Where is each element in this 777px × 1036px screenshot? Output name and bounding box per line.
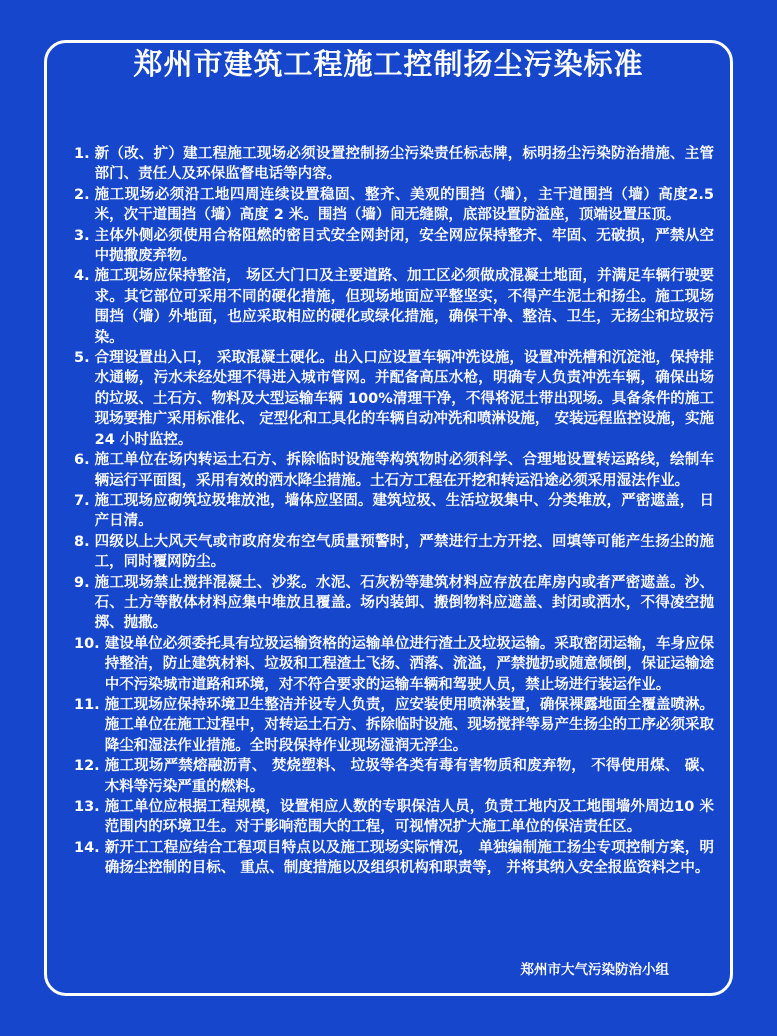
rule-text: 施工现场应砌筑垃圾堆放池，墙体应坚固。建筑垃圾、生活垃圾集中、分类堆放，严密遮盖， 日产日清。: [94, 492, 714, 530]
rule-number: 12.: [74, 758, 105, 775]
rule-text: 施工现场必须沿工地四周连续设置稳固、整齐、美观的围挡（墙），主干道围挡（墙）高度2.5米，次干道围挡（墙）高度 2 米。围挡（墙）间无缝隙，底部设置防溢座，顶端设置压顶。: [94, 186, 714, 224]
rule-item-7: [74, 491, 714, 532]
rule-number: 4.: [74, 268, 95, 285]
rule-item-4: [74, 266, 714, 348]
rule-number: 6.: [74, 452, 95, 469]
rule-number: 8.: [74, 533, 95, 550]
rule-text: 新开工工程应结合工程项目特点以及施工现场实际情况， 单独编制施工扬尘专项控制方案，明确扬尘控制的目标、 重点、制度措施以及组织机构和职责等， 并将其纳入安全报监资料之中。: [104, 839, 714, 877]
rule-item-6: [74, 450, 714, 491]
rule-item-5: [74, 348, 714, 450]
rule-text: 施工现场应保持整洁， 场区大门口及主要道路、加工区必须做成混凝土地面，并满足车辆行驶要求。其它部位可采用不同的硬化措施，但现场地面应平整坚实，不得产生泥土和扬尘。施工现场围挡（墙）外地面，也应采取相应的硬化或绿化措施，确保干净、整洁、卫生，无扬尘和垃圾污染。: [94, 268, 714, 346]
rule-text: 主体外侧必须使用合格阻燃的密目式安全网封闭，安全网应保持整齐、牢固、无破损，严禁从空中抛撒废弃物。: [94, 227, 714, 265]
page-title: 郑州市建筑工程施工控制扬尘污染标准: [133, 47, 644, 81]
rule-item-11: [74, 695, 714, 756]
rule-text: 施工现场应保持环境卫生整洁并设专人负责，应安装使用喷淋装置，确保裸露地面全覆盖喷淋。施工单位在施工过程中，对转运土石方、拆除临时设施、现场搅拌等易产生扬尘的工序必须采取降尘和湿法作业措施。全时段保持作业现场湿润无浮尘。: [104, 696, 714, 754]
rule-number: 3.: [74, 227, 95, 244]
rule-number: 14.: [74, 839, 105, 856]
rule-item-13: [74, 797, 714, 838]
rule-text: 施工单位在场内转运土石方、拆除临时设施等构筑物时必须科学、合理地设置转运路线，绘制车辆运行平面图，采用有效的洒水降尘措施。土石方工程在开挖和转运沿途必须采用湿法作业。: [94, 452, 714, 489]
rule-number: 2.: [74, 186, 95, 203]
rule-number: 13.: [74, 799, 105, 815]
rule-number: 1.: [74, 146, 95, 162]
rule-text: 施工单位应根据工程规模，设置相应人数的专职保洁人员，负责工地内及工地围墙外周边10 米范围内的环境卫生。对于影响范围大的工程，可视情况扩大施工单位的保洁责任区。: [104, 799, 714, 836]
rule-number: 7.: [74, 492, 95, 509]
rule-item-1: [74, 144, 714, 185]
rule-item-8: [74, 532, 714, 573]
rule-text: 建设单位必须委托具有垃圾运输资格的运输单位进行渣土及垃圾运输。采取密闭运输，车身应保持整洁，防止建筑材料、垃圾和工程渣土飞扬、洒落、流溢，严禁抛扔或随意倾倒，保证运输途中不污染城市道路和环境，对不符合要求的运输车辆和驾驶人员，禁止场进行装运作业。: [104, 635, 714, 693]
rule-item-12: [74, 756, 714, 797]
rule-number: 10.: [74, 635, 105, 652]
rule-number: 9.: [74, 574, 95, 591]
rules-list: [74, 144, 714, 879]
rule-item-14: [74, 838, 714, 879]
rule-item-10: [74, 634, 714, 695]
rule-text: 四级以上大风天气或市政府发布空气质量预警时，严禁进行土方开挖、回填等可能产生扬尘的施工，同时覆网防尘。: [94, 533, 714, 571]
rule-number: 5.: [74, 350, 95, 367]
rule-text: 新（改、扩）建工程施工现场必须设置控制扬尘污染责任标志牌，标明扬尘污染防治措施、主管部门、责任人及环保监督电话等内容。: [94, 146, 714, 183]
rule-text: 施工现场严禁熔融沥青、 焚烧塑料、 垃圾等各类有毒有害物质和废弃物， 不得使用煤、 碳、木料等污染严重的燃料。: [104, 758, 714, 795]
rule-item-2: [74, 185, 714, 226]
rule-text: 施工现场禁止搅拌混凝土、沙浆。水泥、石灰粉等建筑材料应存放在库房内或者严密遮盖。沙、石、土方等散体材料应集中堆放且覆盖。场内装卸、搬倒物料应遮盖、封闭或洒水，不得凌空抛掷、抛撒。: [94, 574, 714, 632]
rule-text: 合理设置出入口， 采取混凝土硬化。出入口应设置车辆冲洗设施，设置冲洗槽和沉淀池，保持排水通畅，污水未经处理不得进入城市管网。并配备高压水枪，明确专人负责冲洗车辆，确保出场的垃圾、土石方、物料及大型运输车辆 100%清理干净，不得将泥土带出现场。具备条件的施工现场要推广采用标准化、 定型化和工具化的车辆自动冲洗和喷淋设施， 安装远程监控设施，实施 24 小时监控。: [94, 350, 714, 448]
rule-item-9: [74, 573, 714, 634]
rule-item-3: [74, 226, 714, 267]
rule-number: 11.: [74, 696, 105, 713]
issuer-signature: 郑州市大气污染防治小组: [520, 962, 669, 978]
